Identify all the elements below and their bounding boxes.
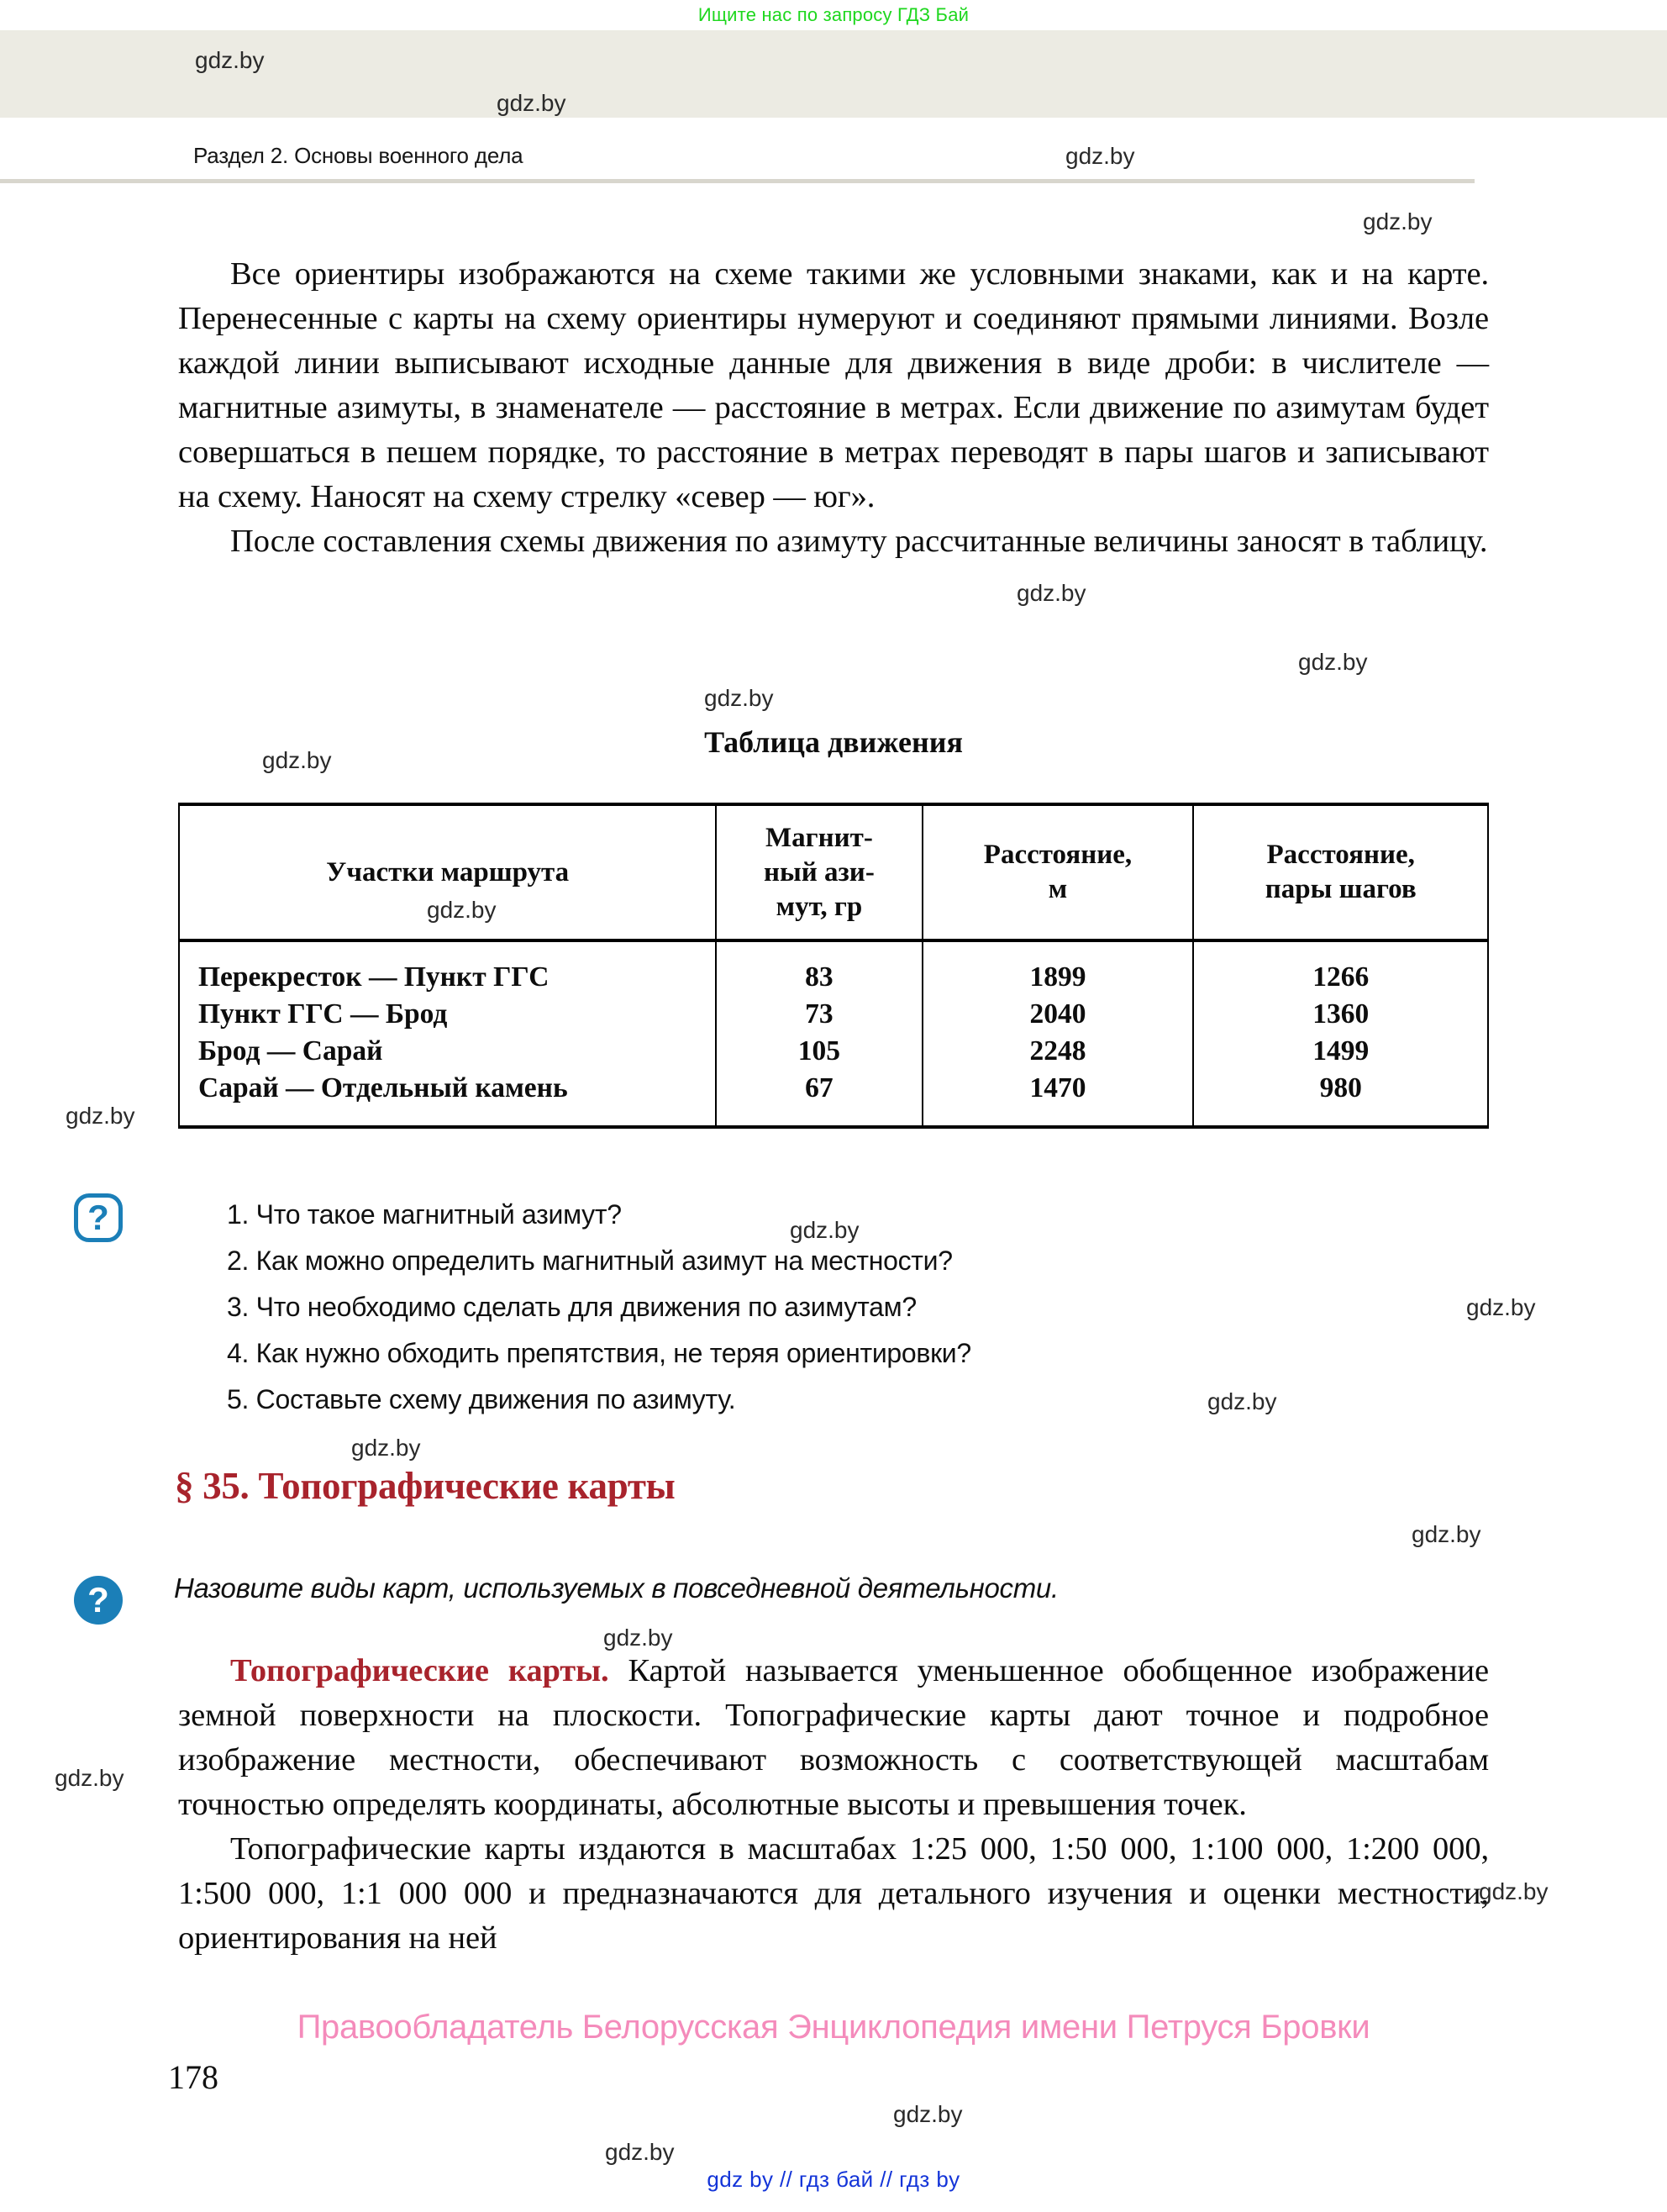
cell-meters: 1470 [923,1070,1194,1127]
question-mark-icon: ? [74,1193,123,1242]
table-row [179,1033,1488,1070]
movement-table [178,803,1489,1129]
table-row [179,996,1488,1033]
list-item: 5. Составьте схему движения по азимуту. [227,1384,736,1414]
cell-meters: 2248 [923,1033,1194,1070]
watermark-text: gdz.by [195,47,265,73]
header-band [0,30,1667,118]
question-mark-filled-icon: ? [74,1576,123,1625]
cell-pairs: 1360 [1193,996,1488,1033]
watermark-text: gdz.by [893,2101,963,2127]
watermark-text: gdz.by [55,1765,124,1791]
watermark-text: gdz.by [704,685,774,711]
watermark-text: gdz.by [262,747,332,773]
page-number: 178 [168,2058,218,2096]
table-row [179,1070,1488,1127]
watermark-text: gdz.by [603,1625,673,1651]
col-header-azimuth-line1: Магнит- [765,822,873,853]
col-header-distance-m [923,804,1194,940]
watermark-text: gdz.by [1466,1294,1536,1320]
cell-segment: Перекресток — Пункт ГГС [179,940,716,996]
table-head [179,804,1488,940]
cell-azimuth: 105 [716,1033,922,1070]
paragraph-2: После составления схемы движения по азимуту рассчитанные величины заносят в таблицу. [230,524,1488,559]
lead-term: Топографические карты. [230,1653,609,1688]
paragraph-1: Все ориентиры изображаются на схеме такими же условными знаками, как и на карте. Перенесенные с карты на схему ориентиры нумеруют и соединяют прямыми линиями. Возле каждой линии выписывают исходные данные для движения в виде дроби: в числителе — магнитные азимуты, в знаменателе — расстояние в метрах. Если движение по азимутам будет совершаться в пешем порядке, то расстояние в метрах переводят в пары шагов и записывают на схему. Наносят на схему стрелку «север — юг». [178,256,1489,514]
cell-azimuth: 73 [716,996,922,1033]
paragraph-3 [178,1649,1489,1827]
list-item: 2. Как можно определить магнитный азимут на местности? [227,1246,953,1276]
cell-segment: Пункт ГГС — Брод [179,996,716,1033]
section-heading: § 35. Топографические карты [175,1465,676,1507]
cell-pairs: 1266 [1193,940,1488,996]
copyright-notice: Правообладатель Белорусская Энциклопедия имени Петруся Бровки [297,2009,1370,2046]
watermark-text: gdz.by [1017,580,1086,606]
watermark-text: gdz.by [351,1435,421,1461]
cell-pairs: 1499 [1193,1033,1488,1070]
watermark-text: gdz.by [1412,1521,1481,1547]
cell-pairs: 980 [1193,1070,1488,1127]
col-header-azimuth [716,804,922,940]
paragraph-block-1 [178,252,1489,564]
section-prompt: Назовите виды карт, используемых в повседневной деятельности. [174,1572,1059,1604]
watermark-text: gdz.by [790,1217,860,1243]
col-header-distance-pairs-line2: пары шагов [1265,874,1417,904]
cell-azimuth: 67 [716,1070,922,1127]
watermark-text: gdz.by [1065,143,1135,169]
col-header-distance-m-line1: Расстояние, [983,840,1133,870]
watermark-text: gdz.by [66,1103,135,1129]
table-body [179,940,1488,1127]
paragraph-3-rest: Картой называется уменьшенное обобщенное изображение земной поверхности на плоскости. Топографические карты дают точное и подробное изображение местности, обеспечивают возможность с соответствующей масштабам точностью определять координаты, абсолютные высоты и превышения точек. [178,1653,1489,1822]
watermark-text: gdz.by [1479,1878,1549,1904]
header-rule [0,179,1475,183]
table-caption: Таблица движения [704,725,963,759]
promo-banner: Ищите нас по запросу ГДЗ Бай [697,4,970,25]
cell-azimuth: 83 [716,940,922,996]
table-row [179,940,1488,996]
table-header-row [179,804,1488,940]
watermark-text: gdz.by [1298,649,1368,675]
paragraph-block-2 [178,1649,1489,1961]
running-header-title: Раздел 2. Основы военного дела [193,143,523,168]
watermark-text: gdz.by [1207,1388,1277,1414]
list-item: 4. Как нужно обходить препятствия, не теряя ориентировки? [227,1338,971,1368]
watermark-text: gdz.by [497,90,566,116]
col-header-azimuth-line3: мут, гр [776,891,863,922]
cell-meters: 2040 [923,996,1194,1033]
cell-meters: 1899 [923,940,1194,996]
watermark-text: gdz.by [427,897,497,923]
watermark-text: gdz.by [1363,208,1433,234]
list-item: 1. Что такое магнитный азимут? [227,1199,622,1230]
col-header-distance-pairs [1193,804,1488,940]
col-header-azimuth-line2: ный ази- [764,856,875,887]
watermark-text: gdz.by [605,2139,675,2165]
bottom-links[interactable]: gdz by // гдз бай // гдз by [707,2167,960,2192]
cell-segment: Брод — Сарай [179,1033,716,1070]
col-header-distance-pairs-line1: Расстояние, [1266,840,1415,870]
paragraph-4: Топографические карты издаются в масштабах 1:25 000, 1:50 000, 1:100 000, 1:200 000, 1:500 000, 1:1 000 000 и предназначаются для детального изучения и оценки местности, ориентирования на ней [178,1831,1489,1956]
col-header-distance-m-line2: м [1048,874,1068,904]
cell-segment: Сарай — Отдельный камень [179,1070,716,1127]
list-item: 3. Что необходимо сделать для движения по азимутам? [227,1292,917,1322]
col-header-route-line1: Участки маршрута [326,856,570,887]
